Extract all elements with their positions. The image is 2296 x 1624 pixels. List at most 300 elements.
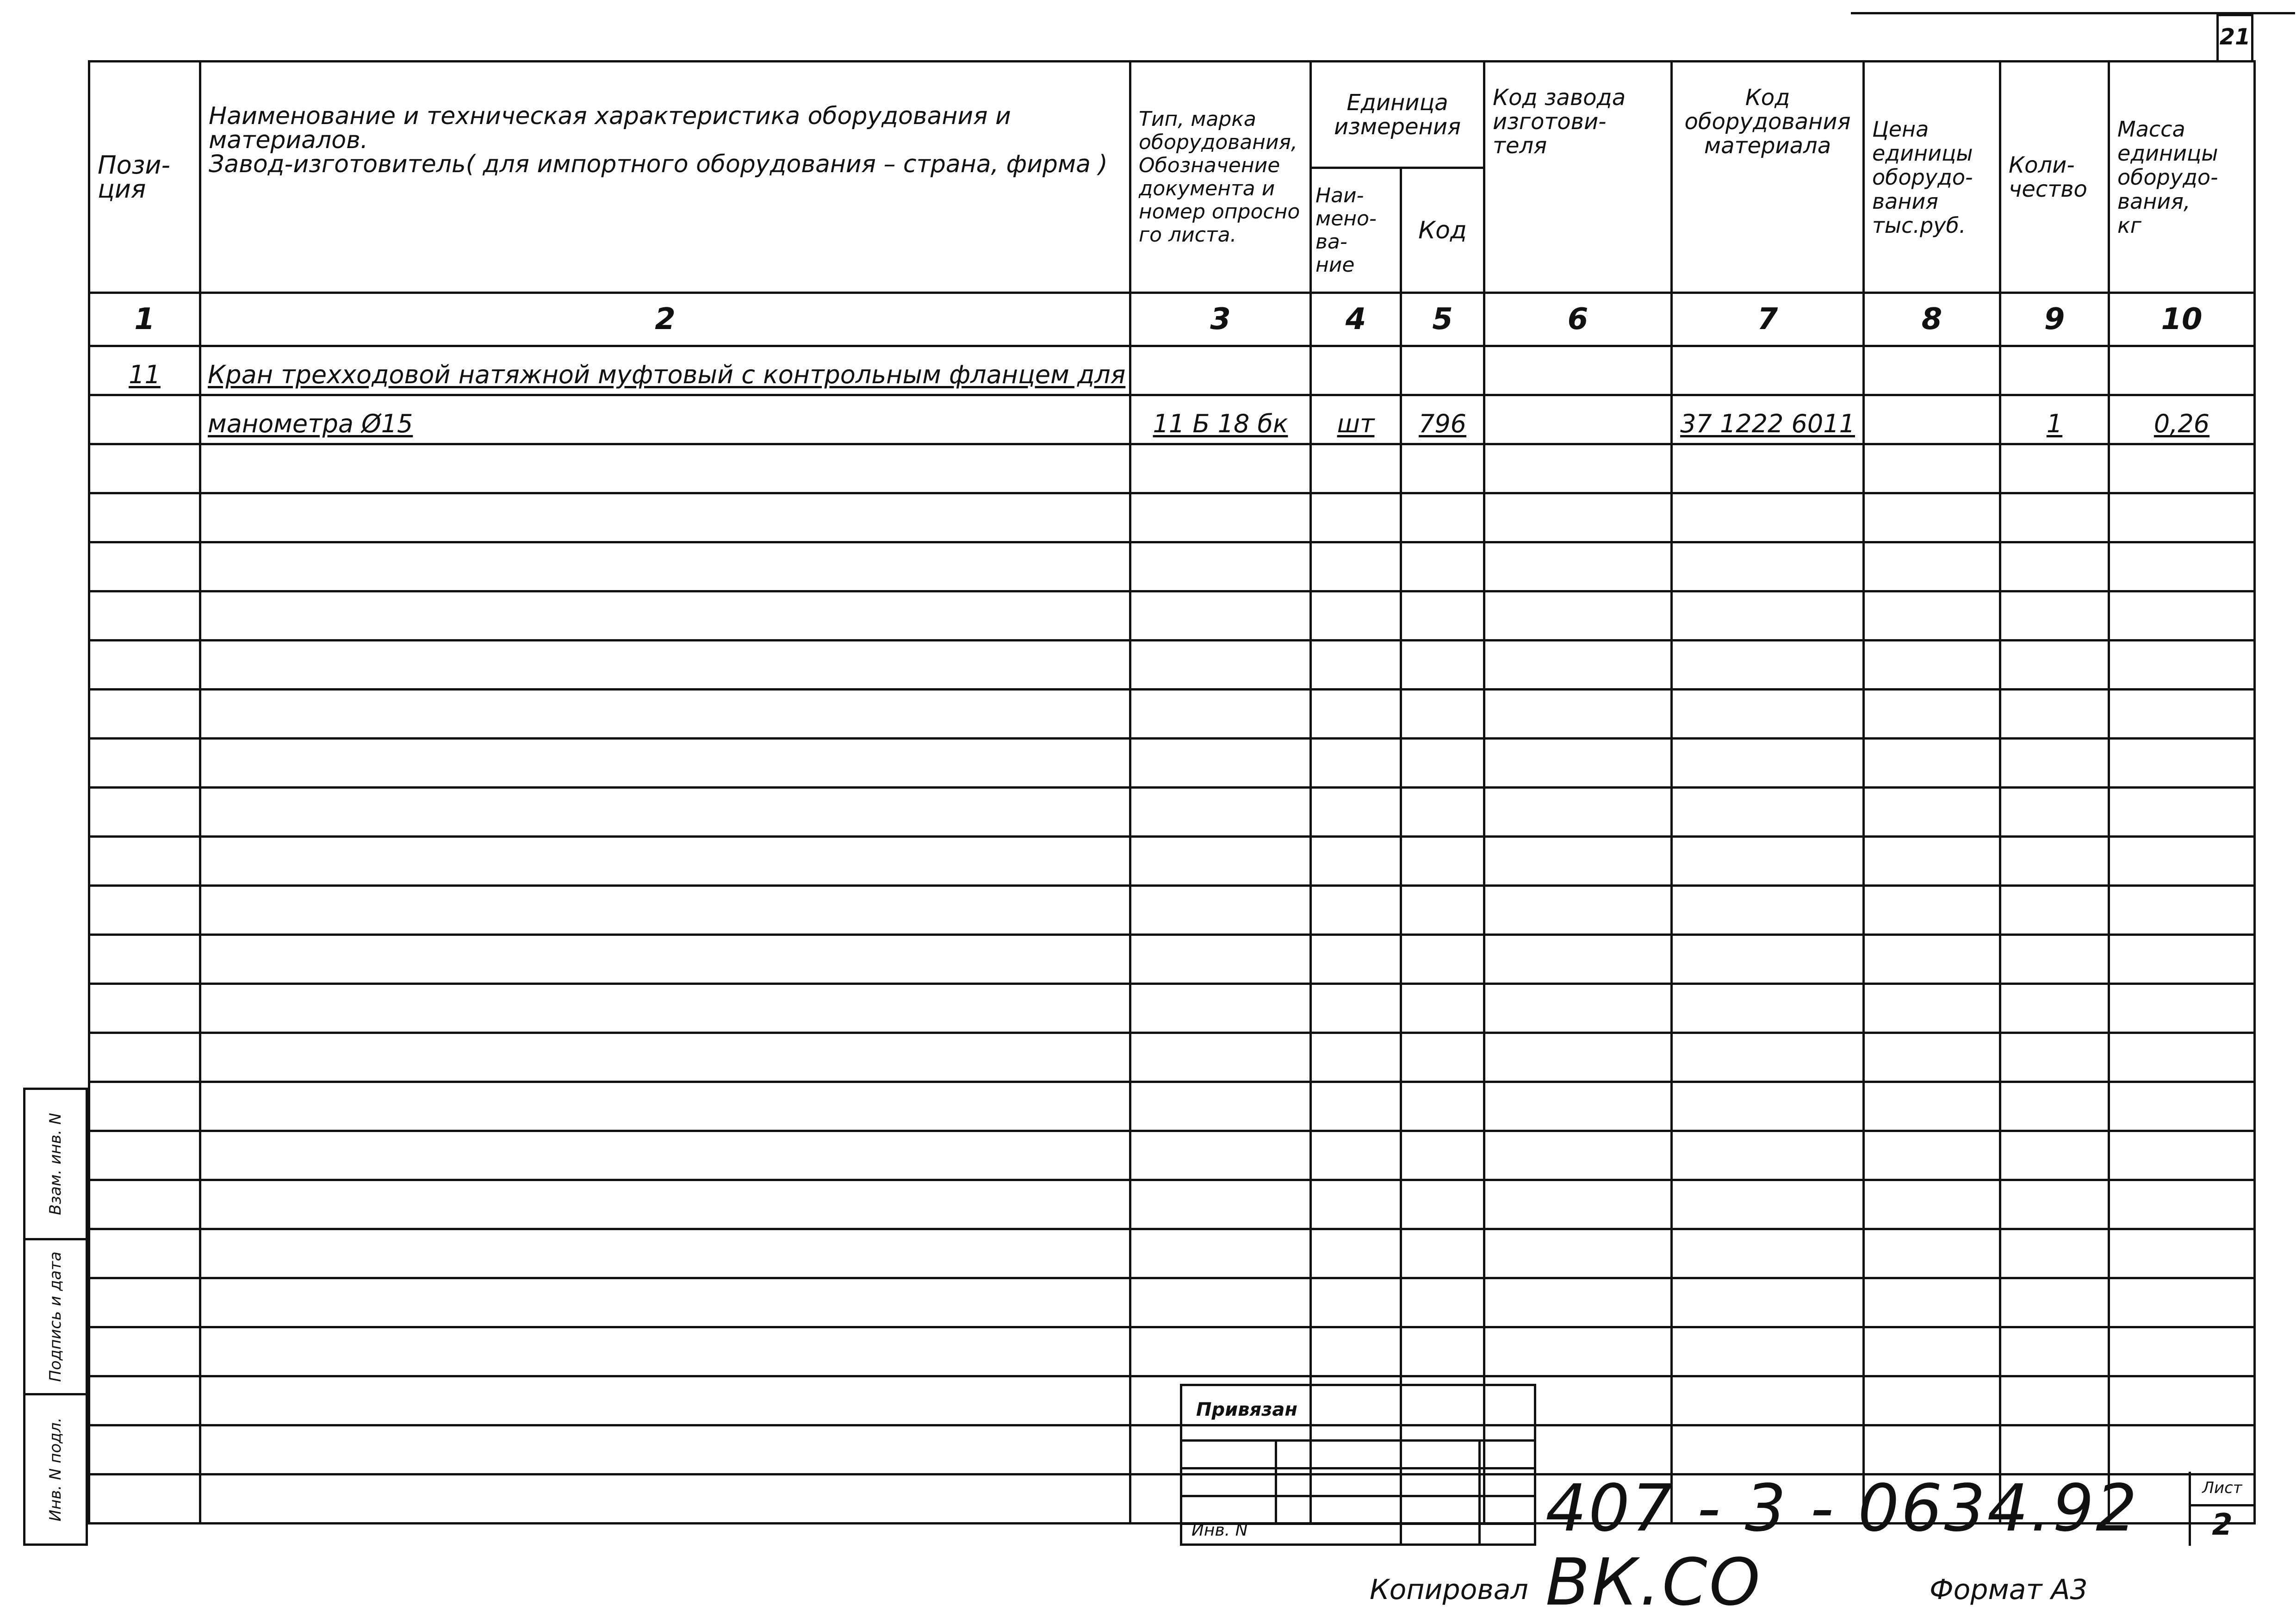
sheet-number: 2 [2212,1508,2233,1542]
table-cell [1130,1131,1311,1180]
table-cell [1130,591,1311,641]
table-cell [200,1131,1130,1180]
table-cell [1311,886,1401,935]
table-cell [1672,1229,1864,1278]
table-cell [1484,1229,1672,1278]
table-cell [2109,1082,2255,1131]
table-row [89,690,2255,739]
table-cell [2000,591,2109,641]
page-number: 21 [2216,14,2253,60]
stamp-privyazan-label: Привязан [1196,1399,1298,1420]
table-cell [1311,1082,1401,1131]
col-number: 2 [200,293,1130,346]
table-cell [2109,542,2255,591]
document-code: 407 - 3 - 0634.92 ВК.СО [1545,1471,2139,1620]
table-cell [200,591,1130,641]
cell-text: 11 Б 18 бк [1153,409,1288,438]
table-cell [1672,444,1864,493]
table-cell [2000,1180,2109,1229]
table-cell [1484,591,1672,641]
cell-text: Кран трехходовой натяжной муфтовый с контрольным фланцем для [208,360,1126,389]
table-cell [1672,1278,1864,1327]
table-cell [2000,1131,2109,1180]
table-cell [1401,1033,1484,1082]
stamp-inventory-label: Инв. N [1191,1521,1248,1540]
col-header-position: Пози- ция [89,62,200,293]
table-cell [200,641,1130,690]
table-cell [2109,1327,2255,1376]
table-cell [2109,886,2255,935]
table-cell [1672,542,1864,591]
table-cell [1484,346,1672,395]
table-cell [1864,1131,2000,1180]
table-cell [2109,1180,2255,1229]
table-cell [1311,444,1401,493]
table-cell [1130,641,1311,690]
table-cell [2109,788,2255,837]
table-cell [1864,641,2000,690]
stamp-line [1182,1439,1534,1442]
table-cell [1864,1278,2000,1327]
table-row [89,1033,2255,1082]
table-cell [200,1376,1130,1425]
table-cell [1130,493,1311,542]
table-cell [2000,1033,2109,1082]
binding-cell-replacement [23,1088,88,1240]
table-cell [1401,395,1484,444]
stamp-divider [1400,1439,1402,1546]
table-cell [1311,1278,1401,1327]
table-cell [1311,542,1401,591]
table-cell [1672,1376,1864,1425]
table-cell [2109,739,2255,788]
table-cell [1401,1082,1484,1131]
table-cell [200,1475,1130,1524]
table-cell [200,788,1130,837]
table-cell [200,739,1130,788]
table-cell [1484,444,1672,493]
table-cell [1401,542,1484,591]
table-cell [2109,935,2255,984]
table-cell [1864,788,2000,837]
table-cell [200,1229,1130,1278]
table-cell [1672,1425,1864,1475]
table-cell [89,542,200,591]
table-cell [89,1229,200,1278]
table-cell [1401,1131,1484,1180]
col-number: 8 [1864,293,2000,346]
table-cell [200,1180,1130,1229]
table-cell [1484,935,1672,984]
col-header-unit: Единица измерения [1311,62,1484,168]
cell-text: манометра Ø15 [208,409,413,438]
table-cell [2109,1376,2255,1425]
table-cell [1401,984,1484,1033]
table-cell [2000,1229,2109,1278]
table-cell [2109,1425,2255,1475]
table-cell [1130,788,1311,837]
table-cell [2000,493,2109,542]
table-cell [1311,591,1401,641]
col-header-quantity: Коли- чество [2000,62,2109,293]
table-cell [200,1327,1130,1376]
table-cell [200,346,1130,395]
table-cell [2109,591,2255,641]
cell-text: 796 [1418,409,1467,438]
table-cell [1401,591,1484,641]
table-cell [2000,984,2109,1033]
binding-cell-signature [23,1238,88,1395]
table-row [89,641,2255,690]
table-cell [1401,641,1484,690]
table-cell [1311,1327,1401,1376]
table-cell [1484,542,1672,591]
table-cell [1484,1327,1672,1376]
table-cell [1130,1278,1311,1327]
col-header-unit-name: Наи- мено- ва- ние [1311,168,1401,293]
table-cell [1864,1376,2000,1425]
table-cell [200,886,1130,935]
table-cell [89,690,200,739]
table-row [89,886,2255,935]
table-cell [2109,1278,2255,1327]
table-cell [1864,984,2000,1033]
col-number: 4 [1311,293,1401,346]
table-cell [1484,395,1672,444]
table-row [89,1425,2255,1475]
table-cell [1401,690,1484,739]
table-row [89,493,2255,542]
table-cell [2109,1033,2255,1082]
table-cell [1311,1180,1401,1229]
table-cell [1311,984,1401,1033]
table-cell [2000,886,2109,935]
col-header-equipment-code: Код оборудования материала [1672,62,1864,293]
table-cell [1864,690,2000,739]
table-row [89,1180,2255,1229]
table-cell [200,444,1130,493]
table-cell [1401,1180,1484,1229]
stamp-divider [1275,1439,1277,1523]
table-cell [2000,641,2109,690]
table-cell [1864,886,2000,935]
table-cell [1672,641,1864,690]
table-cell [2000,395,2109,444]
table-cell [89,395,200,444]
table-cell [1401,886,1484,935]
table-cell [1672,739,1864,788]
table-cell [1130,984,1311,1033]
binding-strip [23,1088,88,1546]
table-cell [1484,837,1672,886]
table-cell [2109,395,2255,444]
col-number: 9 [2000,293,2109,346]
table-row [89,788,2255,837]
table-cell [2000,542,2109,591]
col-header-type: Тип, марка оборудования, Обозначение документа и номер опросно го листа. [1130,62,1311,293]
table-cell [1484,886,1672,935]
table-row [89,591,2255,641]
col-number: 1 [89,293,200,346]
table-cell [1401,444,1484,493]
table-cell [1401,1229,1484,1278]
table-row [89,1082,2255,1131]
table-cell [2000,1082,2109,1131]
table-cell [1401,837,1484,886]
binding-stamp [1180,1384,1536,1546]
table-cell [1130,1082,1311,1131]
table-cell [89,591,200,641]
table-row [89,1327,2255,1376]
table-cell [89,1180,200,1229]
cell-text: 37 1222 6011 [1680,409,1855,438]
table-cell [89,984,200,1033]
table-row [89,1229,2255,1278]
table-cell [1311,346,1401,395]
table-cell [2000,739,2109,788]
cell-text: шт [1337,409,1375,438]
table-cell [1311,1033,1401,1082]
table-cell [1864,395,2000,444]
table-cell [89,641,200,690]
table-row [89,739,2255,788]
table-cell [1672,788,1864,837]
table-cell [1130,1229,1311,1278]
table-cell [2109,837,2255,886]
table-cell [1864,1229,2000,1278]
col-number: 3 [1130,293,1311,346]
table-cell [200,1425,1130,1475]
table-cell [1864,542,2000,591]
table-row [89,542,2255,591]
table-cell [1484,788,1672,837]
table-cell [1672,935,1864,984]
table-row [89,935,2255,984]
table-cell [1401,1327,1484,1376]
table-cell [2000,1376,2109,1425]
binding-cell-inventory [23,1393,88,1546]
table-cell [2109,444,2255,493]
table-cell [200,542,1130,591]
table-cell [2000,788,2109,837]
table-cell [2000,935,2109,984]
table-cell [1311,395,1401,444]
table-cell [1672,984,1864,1033]
table-cell [1484,641,1672,690]
table-cell [1864,1033,2000,1082]
table-cell [1864,1180,2000,1229]
table-cell [2109,690,2255,739]
table-cell [1864,935,2000,984]
table-cell [2109,493,2255,542]
column-numbers-row [89,293,2255,346]
binding-label-replacement: Взам. инв. N [46,1113,65,1215]
table-cell [2000,1327,2109,1376]
table-cell [1672,1131,1864,1180]
table-cell [2000,1278,2109,1327]
cell-text: 11 [129,360,161,389]
table-cell [1864,591,2000,641]
table-cell [89,1327,200,1376]
table-cell [1311,837,1401,886]
table-cell [1672,1082,1864,1131]
table-cell [89,739,200,788]
table-cell [1484,1131,1672,1180]
table-cell [1484,1033,1672,1082]
table-row [89,444,2255,493]
specification-table [88,60,2256,1524]
table-cell [1130,690,1311,739]
table-cell [1401,1278,1484,1327]
table-cell [2109,1229,2255,1278]
table-cell [1864,1327,2000,1376]
table-cell [2000,346,2109,395]
table-cell [1311,641,1401,690]
table-cell [200,1278,1130,1327]
footer-format: Формат А3 [1930,1574,2088,1606]
table-cell [200,1082,1130,1131]
table-cell [89,886,200,935]
table-cell [200,493,1130,542]
table-cell [1484,739,1672,788]
table-row [89,837,2255,886]
col-number: 6 [1484,293,1672,346]
table-row [89,346,2255,395]
table-cell [1864,444,2000,493]
footer-copied: Копировал [1370,1574,1528,1606]
table-cell [2000,837,2109,886]
sheet-label: Лист [2191,1472,2253,1506]
table-row [89,1278,2255,1327]
table-cell [1672,493,1864,542]
table-cell [200,1033,1130,1082]
table-cell [1672,591,1864,641]
table-cell [89,1475,200,1524]
table-cell [1130,886,1311,935]
binding-label-inventory: Инв. N подл. [46,1417,65,1522]
table-cell [200,395,1130,444]
table-cell [1311,739,1401,788]
cell-text: 0,26 [2153,409,2210,438]
table-cell [200,837,1130,886]
table-cell [89,1082,200,1131]
table-cell [1484,1278,1672,1327]
col-number: 10 [2109,293,2255,346]
table-cell [2109,1131,2255,1180]
table-cell [2000,1425,2109,1475]
table-cell [1672,837,1864,886]
table-cell [1672,1180,1864,1229]
table-cell [89,1131,200,1180]
table-cell [89,788,200,837]
table-cell [1484,690,1672,739]
table-cell [89,1278,200,1327]
table-cell [89,1033,200,1082]
table-cell [1130,542,1311,591]
stamp-divider [1478,1439,1481,1546]
table-cell [1484,984,1672,1033]
table-cell [1130,739,1311,788]
specification-rows [89,346,2255,1524]
table-cell [1401,788,1484,837]
table-cell [1672,346,1864,395]
table-cell [1484,1180,1672,1229]
binding-label-signature: Подпись и дата [46,1251,65,1382]
table-cell [1672,690,1864,739]
table-cell [1672,1033,1864,1082]
table-cell [1311,1131,1401,1180]
table-cell [2109,984,2255,1033]
table-cell [1130,1033,1311,1082]
col-header-factory-code: Код завода изготови- теля [1484,62,1672,293]
table-cell [200,690,1130,739]
table-cell [2000,690,2109,739]
table-cell [1311,690,1401,739]
table-cell [1864,1425,2000,1475]
table-cell [200,935,1130,984]
table-cell [89,346,200,395]
col-header-unit-mass: Масса единицы оборудо- вания, кг [2109,62,2255,293]
col-header-unit-price: Цена единицы оборудо- вания тыс.руб. [1864,62,2000,293]
table-cell [1401,935,1484,984]
table-cell [1864,493,2000,542]
table-cell [200,984,1130,1033]
table-cell [1130,837,1311,886]
table-cell [1864,1082,2000,1131]
table-cell [1484,1082,1672,1131]
sheet-number-box [2189,1472,2253,1546]
table-row [89,1131,2255,1180]
col-number: 7 [1672,293,1864,346]
table-cell [2000,444,2109,493]
table-cell [89,493,200,542]
table-cell [1130,395,1311,444]
table-cell [1401,493,1484,542]
table-cell [2109,641,2255,690]
table-row [89,984,2255,1033]
table-cell [1130,346,1311,395]
table-cell [1864,837,2000,886]
table-cell [1401,346,1484,395]
table-cell [1401,739,1484,788]
table-cell [1130,444,1311,493]
table-cell [1864,739,2000,788]
col-header-name: Наименование и техническая характеристика оборудования и материалов. Завод-изготовитель( для импортного оборудования – страна, фирма ) [200,62,1130,293]
table-cell [1311,935,1401,984]
table-row [89,395,2255,444]
col-header-unit-code: Код [1401,168,1484,293]
stamp-line [1182,1495,1534,1497]
table-cell [1672,1327,1864,1376]
table-cell [1672,886,1864,935]
table-cell [1130,935,1311,984]
table-cell [89,837,200,886]
table-cell [1130,1327,1311,1376]
table-cell [1311,788,1401,837]
table-cell [89,1425,200,1475]
table-cell [89,444,200,493]
stamp-line [1182,1467,1534,1469]
table-cell [2109,346,2255,395]
table-cell [1130,1180,1311,1229]
table-cell [1864,346,2000,395]
col-number: 5 [1401,293,1484,346]
table-cell [1672,395,1864,444]
table-row [89,1376,2255,1425]
cell-text: 1 [2046,409,2063,438]
table-cell [89,1376,200,1425]
table-cell [1311,493,1401,542]
